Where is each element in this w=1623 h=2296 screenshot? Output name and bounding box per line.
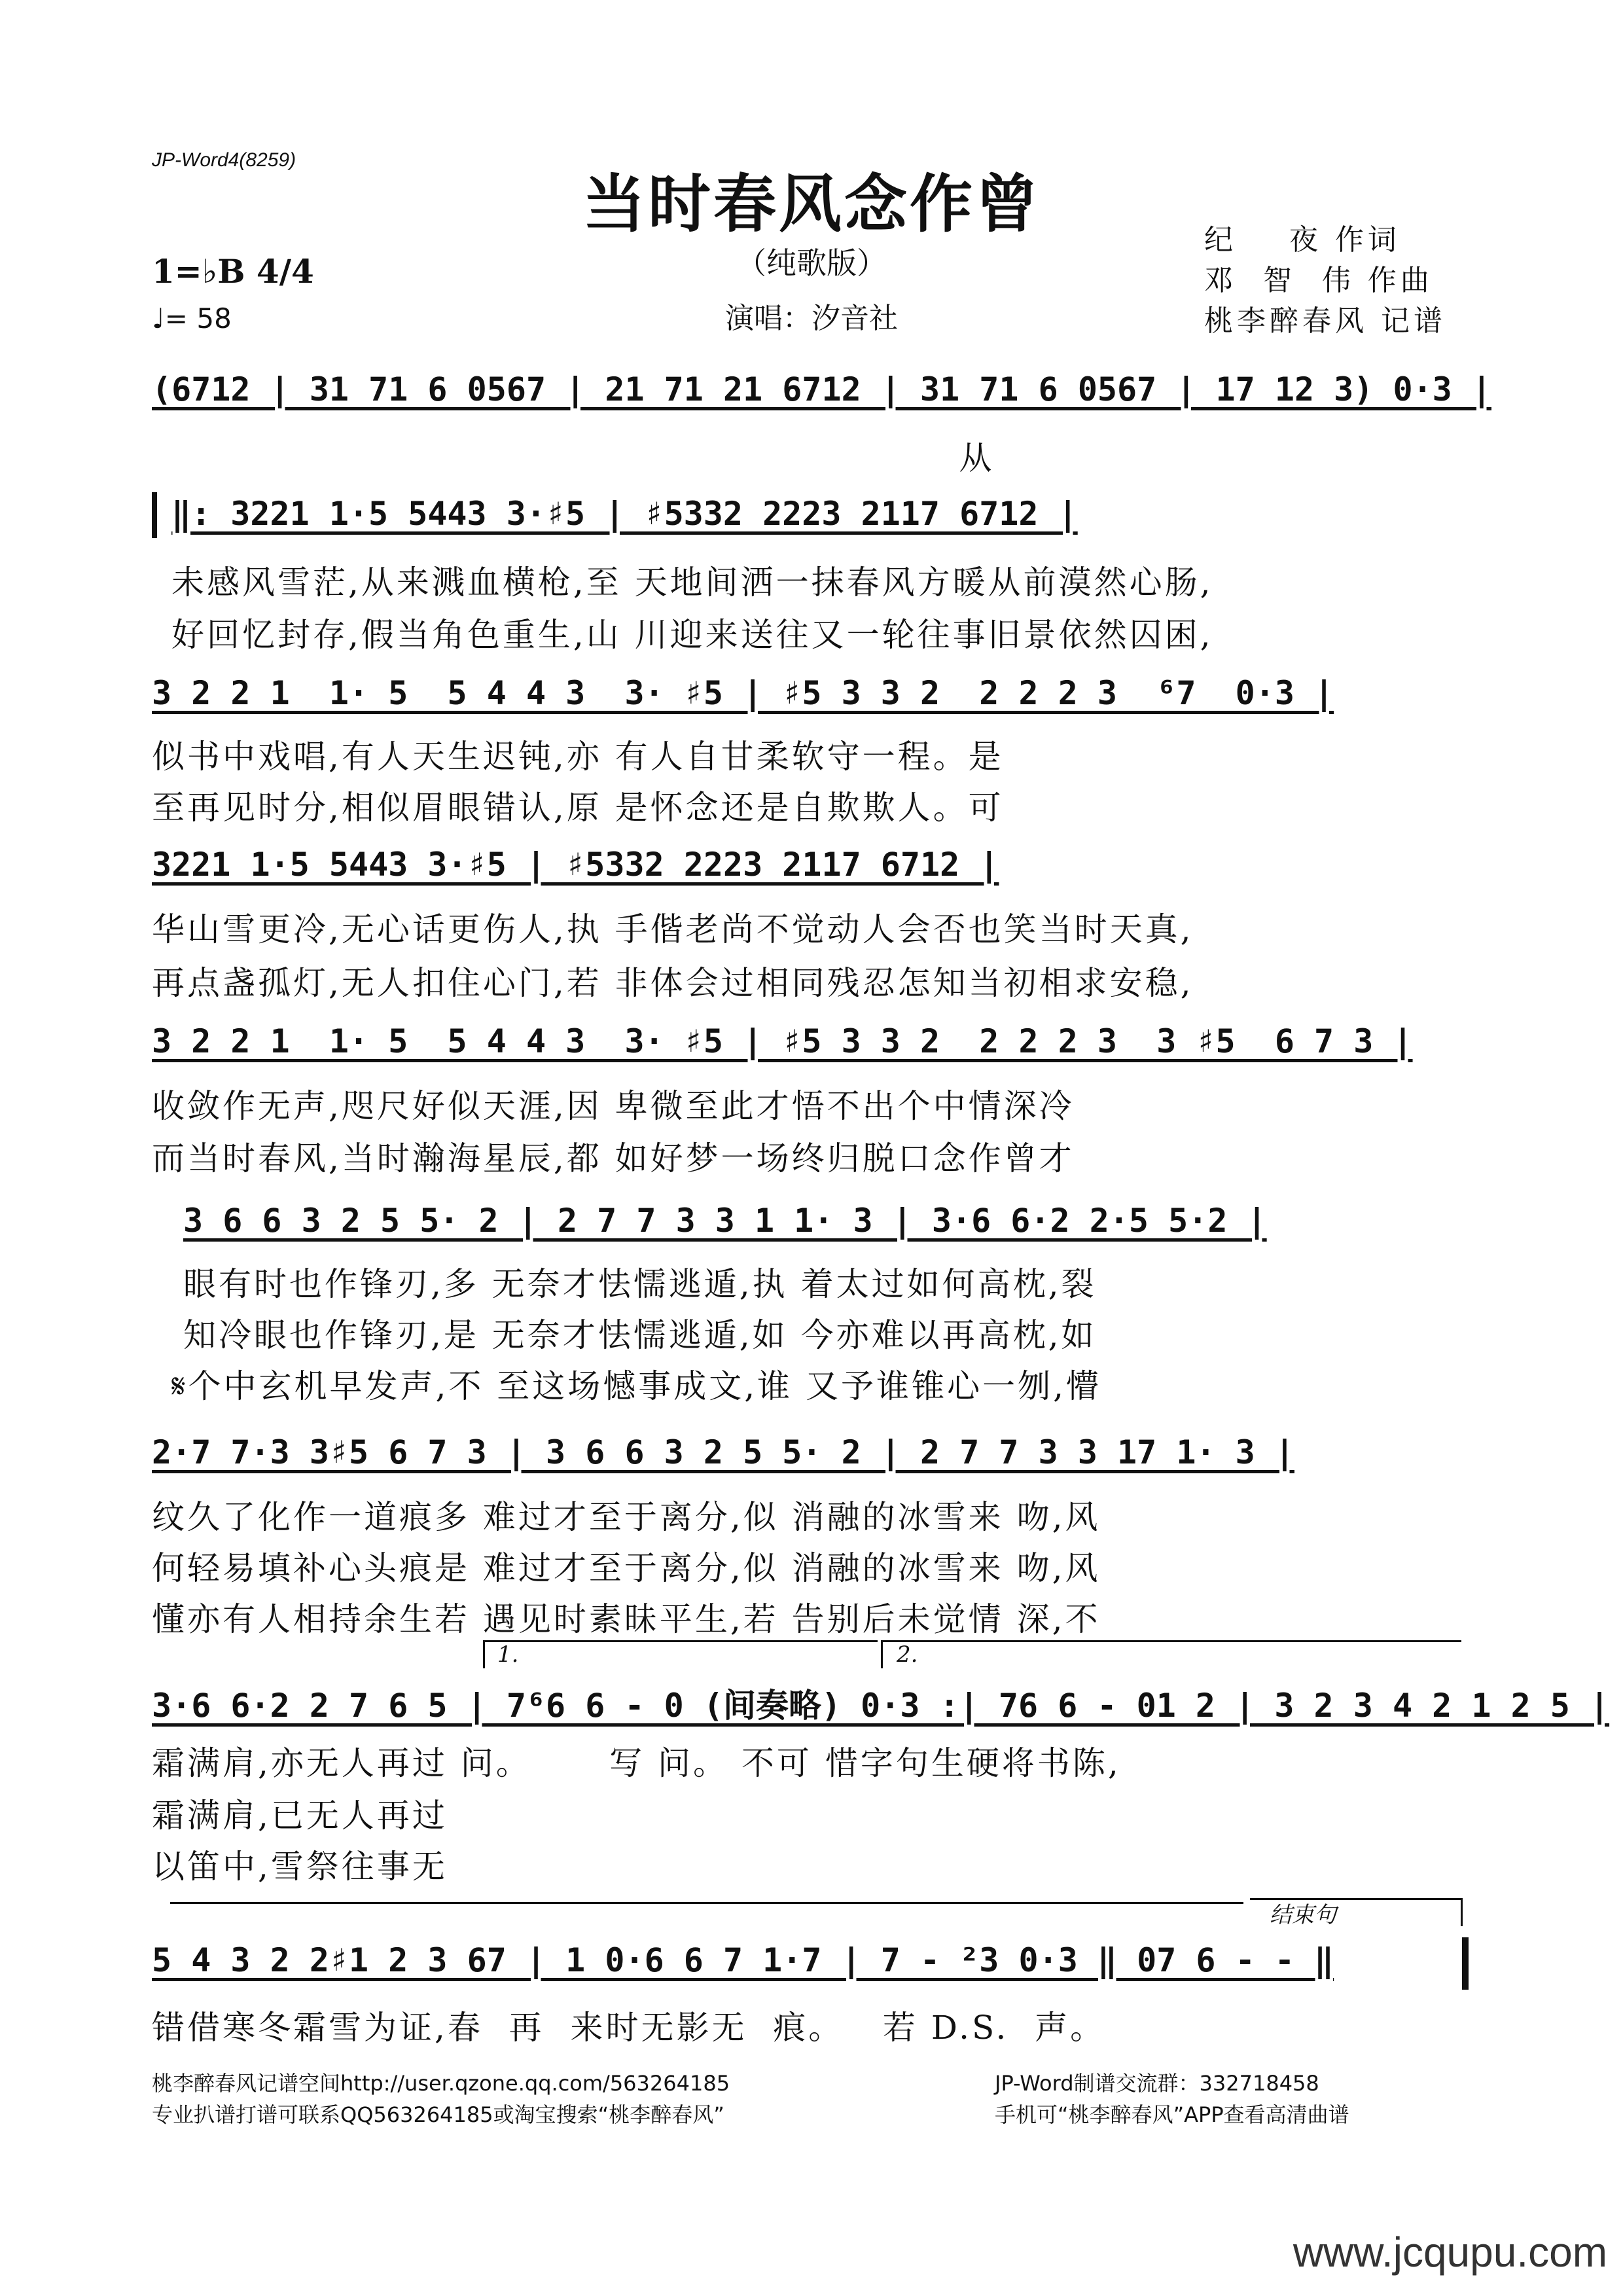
system-top-line (170, 1902, 1243, 1904)
score-line-2-lyrics-1: 似书中戏唱,有人天生迟钝,亦 有人自甘柔软守一程。是 (152, 738, 1004, 776)
repeat-start-barline (152, 492, 157, 538)
score-line-5-lyrics-1: 眼有时也作锋刃,多 无奈才怯懦逃遁,执 着太过如何高枕,裂 (183, 1265, 1097, 1303)
singer-line: 演唱：汐音社 (725, 302, 898, 335)
score-line-4-lyrics-1: 收敛作无声,咫尺好似天涯,因 卑微至此才悟不出个中情深冷 (152, 1087, 1075, 1125)
score-line-6-lyrics-3: 懂亦有人相持余生若 遇见时素昧平生,若 告别后未觉情 深,不 (152, 1600, 1101, 1638)
credit-lyricist: 纪 夜 作词 (1204, 223, 1400, 257)
score-line-3-lyrics-2: 再点盏孤灯,无人扣住心门,若 非体会过相同残忍怎知当初相求安稳, (152, 964, 1194, 1002)
volta-2-bracket (881, 1640, 1461, 1668)
app-label: JP-Word4(8259) (152, 149, 296, 171)
score-line-8-notes: 5 4 3 2 2♯1 2 3 67 | 1 0·6 6 7 1·7 | 7 - ²3 0·3 ‖ 07 6 - - ‖ (152, 1941, 1334, 1979)
tempo-marking: ♩= 58 (152, 302, 232, 334)
volta-1-bracket (483, 1640, 878, 1668)
song-subtitle: （纯歌版） (736, 245, 887, 281)
score-line-7-lyrics-2: 霜满肩,已无人再过 (152, 1797, 448, 1835)
credit-composer: 邓 智 伟 作曲 (1204, 264, 1433, 297)
volta-2-label: 2. (897, 1641, 918, 1668)
score-line-7-notes: 3·6 6·2 2 7 6 5 | 7⁶6 6 - 0 (间奏略) 0·3 :| 76 6 - 01 2 | 3 2 3 4 2 1 2 5 | (152, 1687, 1610, 1725)
score-line-2-notes: 3 2 2 1 1· 5 5 4 4 3 3· ♯5 | ♯5 3 3 2 2 2 2 3 ⁶7 0·3 | (152, 674, 1334, 712)
footer-left-1: 桃李醉春风记谱空间http://user.qzone.qq.com/563264185 (152, 2071, 730, 2096)
score-line-1-lyrics-2: 好回忆封存,假当角色重生,山 川迎来送往又一轮往事旧景依然囚困, (171, 616, 1213, 654)
ending-label: 结束句 (1270, 1902, 1336, 1928)
score-line-0-lyrics-1: 从 (152, 439, 995, 477)
score-line-5-lyrics-3: 𝄋个中玄机早发声,不 至这场憾事成文,谁 又予谁锥心一刎,懵 (171, 1367, 1101, 1405)
song-title: 当时春风念作曾 (582, 167, 1041, 241)
footer-left-2: 专业扒谱打谱可联系QQ563264185或淘宝搜索“桃李醉春风” (152, 2102, 724, 2127)
score-line-6-lyrics-1: 纹久了化作一道痕多 难过才至于离分,似 消融的冰雪来 吻,风 (152, 1498, 1101, 1536)
score-line-6-lyrics-2: 何轻易填补心头痕是 难过才至于离分,似 消融的冰雪来 吻,风 (152, 1549, 1101, 1587)
volta-1-label: 1. (497, 1641, 519, 1668)
score-line-4-lyrics-2: 而当时春风,当时瀚海星辰,都 如好梦一场终归脱口念作曾才 (152, 1139, 1075, 1177)
key-signature: 1=♭B 4/4 (152, 252, 314, 291)
score-line-2-lyrics-2: 至再见时分,相似眉眼错认,原 是怀念还是自欺欺人。可 (152, 789, 1004, 827)
footer-right-1: JP-Word制谱交流群：332718458 (995, 2071, 1319, 2096)
score-line-4-notes: 3 2 2 1 1· 5 5 4 4 3 3· ♯5 | ♯5 3 3 2 2 2 2 3 3 ♯5 6 7 3 | (152, 1022, 1413, 1060)
score-line-5-lyrics-2: 知冷眼也作锋刃,是 无奈才怯懦逃遁,如 今亦难以再高枕,如 (183, 1316, 1097, 1354)
final-barline (1462, 1937, 1469, 1990)
score-line-7-lyrics-3: 以笛中,雪祭往事无 (152, 1848, 448, 1886)
score-line-1-notes: ‖: 3221 1·5 5443 3·♯5 | ♯5332 2223 2117 6712 | (171, 495, 1078, 533)
score-line-5-notes: 3 6 6 3 2 5 5· 2 | 2 7 7 3 3 1 1· 3 | 3·6 6·2 2·5 5·2 | (183, 1202, 1267, 1240)
score-line-6-notes: 2·7 7·3 3♯5 6 7 3 | 3 6 6 3 2 5 5· 2 | 2 7 7 3 3 17 1· 3 | (152, 1433, 1294, 1471)
score-line-0-notes: (6712 | 31 71 6 0567 | 21 71 21 6712 | 31 71 6 0567 | 17 12 3) 0·3 | (152, 370, 1491, 408)
score-line-1-lyrics-1: 未感风雪茫,从来溅血横枪,至 天地间洒一抹春风方暖从前漠然心肠, (171, 564, 1213, 601)
score-line-7-lyrics-1: 霜满肩,亦无人再过 问。 写 问。 不可 惜字句生硬将书陈, (152, 1744, 1121, 1782)
score-line-8-lyrics-1: 错借寒冬霜雪为证,春 再 来时无影无 痕。 若 D.S. 声。 (152, 2009, 1106, 2047)
site-watermark: www.jcqupu.com (1293, 2229, 1607, 2276)
score-line-3-notes: 3221 1·5 5443 3·♯5 | ♯5332 2223 2117 6712 | (152, 846, 999, 884)
score-line-3-lyrics-1: 华山雪更冷,无心话更伤人,执 手偕老尚不觉动人会否也笑当时天真, (152, 910, 1194, 948)
footer-right-2: 手机可“桃李醉春风”APP查看高清曲谱 (995, 2102, 1349, 2127)
credit-transcriber: 桃李醉春风 记谱 (1204, 304, 1446, 338)
